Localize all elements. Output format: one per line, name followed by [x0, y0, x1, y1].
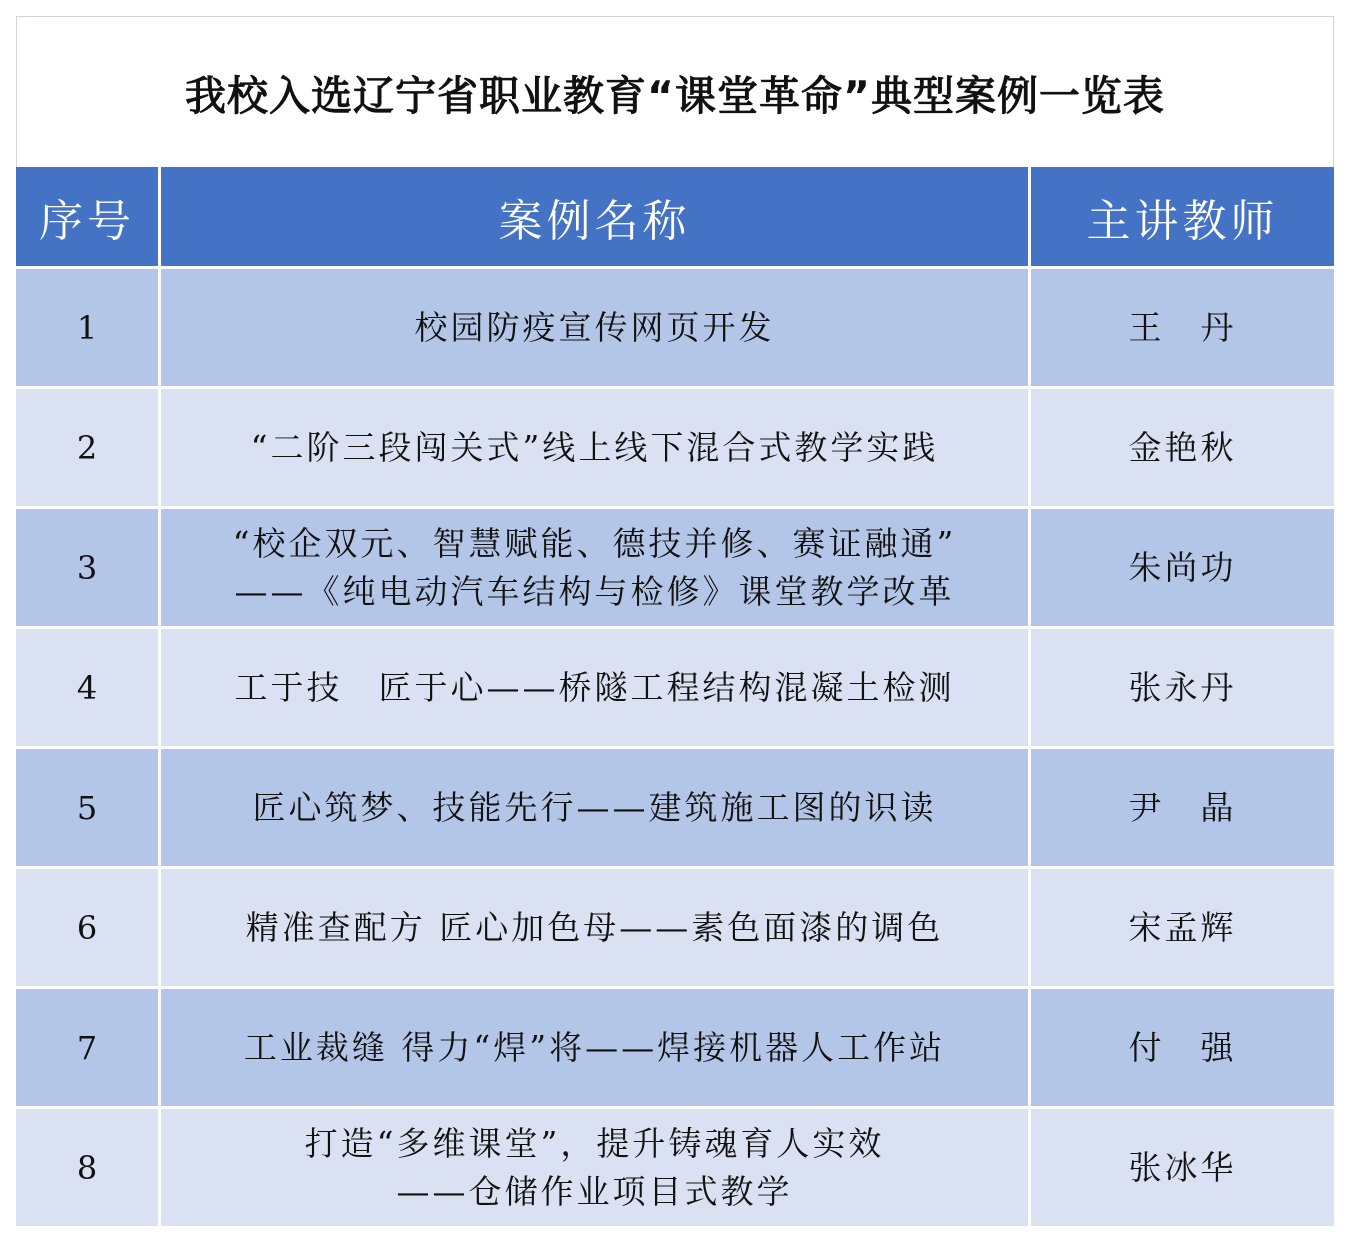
row-case-name	[161, 869, 1028, 986]
teacher-name: 张冰华	[1128, 1147, 1237, 1187]
row-teacher	[1031, 629, 1334, 746]
row-teacher	[1031, 1109, 1334, 1226]
row-index: 8	[16, 1109, 158, 1226]
row-index: 1	[16, 269, 158, 386]
row-teacher	[1031, 509, 1334, 626]
teacher-name: 金艳秋	[1128, 427, 1237, 467]
teacher-name: 朱尚功	[1128, 547, 1237, 587]
row-index: 5	[16, 749, 158, 866]
row-teacher	[1031, 749, 1334, 866]
row-teacher	[1031, 389, 1334, 506]
case-name-line: 校园防疫宣传网页开发	[414, 307, 775, 347]
row-case-name	[161, 749, 1028, 866]
page-title: 我校入选辽宁省职业教育“课堂革命”典型案例一览表	[185, 71, 1165, 120]
row-case-name	[161, 989, 1028, 1106]
row-case-name	[161, 1109, 1028, 1226]
title-area	[16, 16, 1334, 167]
row-case-name	[161, 629, 1028, 746]
row-index: 4	[16, 629, 158, 746]
teacher-name: 王 丹	[1128, 307, 1237, 347]
cases-table	[16, 167, 1334, 1226]
row-teacher	[1031, 989, 1334, 1106]
header-index: 序号	[16, 167, 158, 266]
teacher-name: 尹 晶	[1128, 787, 1237, 827]
case-name-line: 匠心筑梦、技能先行——建筑施工图的识读	[252, 787, 937, 827]
row-teacher	[1031, 269, 1334, 386]
case-name-line: 工业裁缝 得力“焊”将——焊接机器人工作站	[243, 1027, 946, 1067]
row-case-name	[161, 269, 1028, 386]
case-name-line: ——《纯电动汽车结构与检修》课堂教学改革	[234, 571, 955, 611]
row-index: 6	[16, 869, 158, 986]
case-name-line: ——仓储作业项目式教学	[396, 1171, 793, 1211]
row-index: 3	[16, 509, 158, 626]
teacher-name: 付 强	[1128, 1027, 1237, 1067]
header-case-name: 案例名称	[161, 167, 1028, 266]
row-index: 2	[16, 389, 158, 506]
row-teacher	[1031, 869, 1334, 986]
teacher-name: 宋孟辉	[1128, 907, 1237, 947]
case-name-line: 精准查配方 匠心加色母——素色面漆的调色	[245, 907, 944, 947]
case-name-line: “二阶三段闯关式”线上线下混合式教学实践	[250, 427, 939, 467]
case-name-line: 工于技 匠于心——桥隧工程结构混凝土检测	[234, 667, 955, 707]
header-teacher: 主讲教师	[1031, 167, 1334, 266]
teacher-name: 张永丹	[1128, 667, 1237, 707]
case-name-line: “校企双元、智慧赋能、德技并修、赛证融通”	[232, 523, 957, 563]
row-case-name	[161, 389, 1028, 506]
case-name-line: 打造“多维课堂”，提升铸魂育人实效	[304, 1123, 885, 1163]
row-index: 7	[16, 989, 158, 1106]
row-case-name	[161, 509, 1028, 626]
